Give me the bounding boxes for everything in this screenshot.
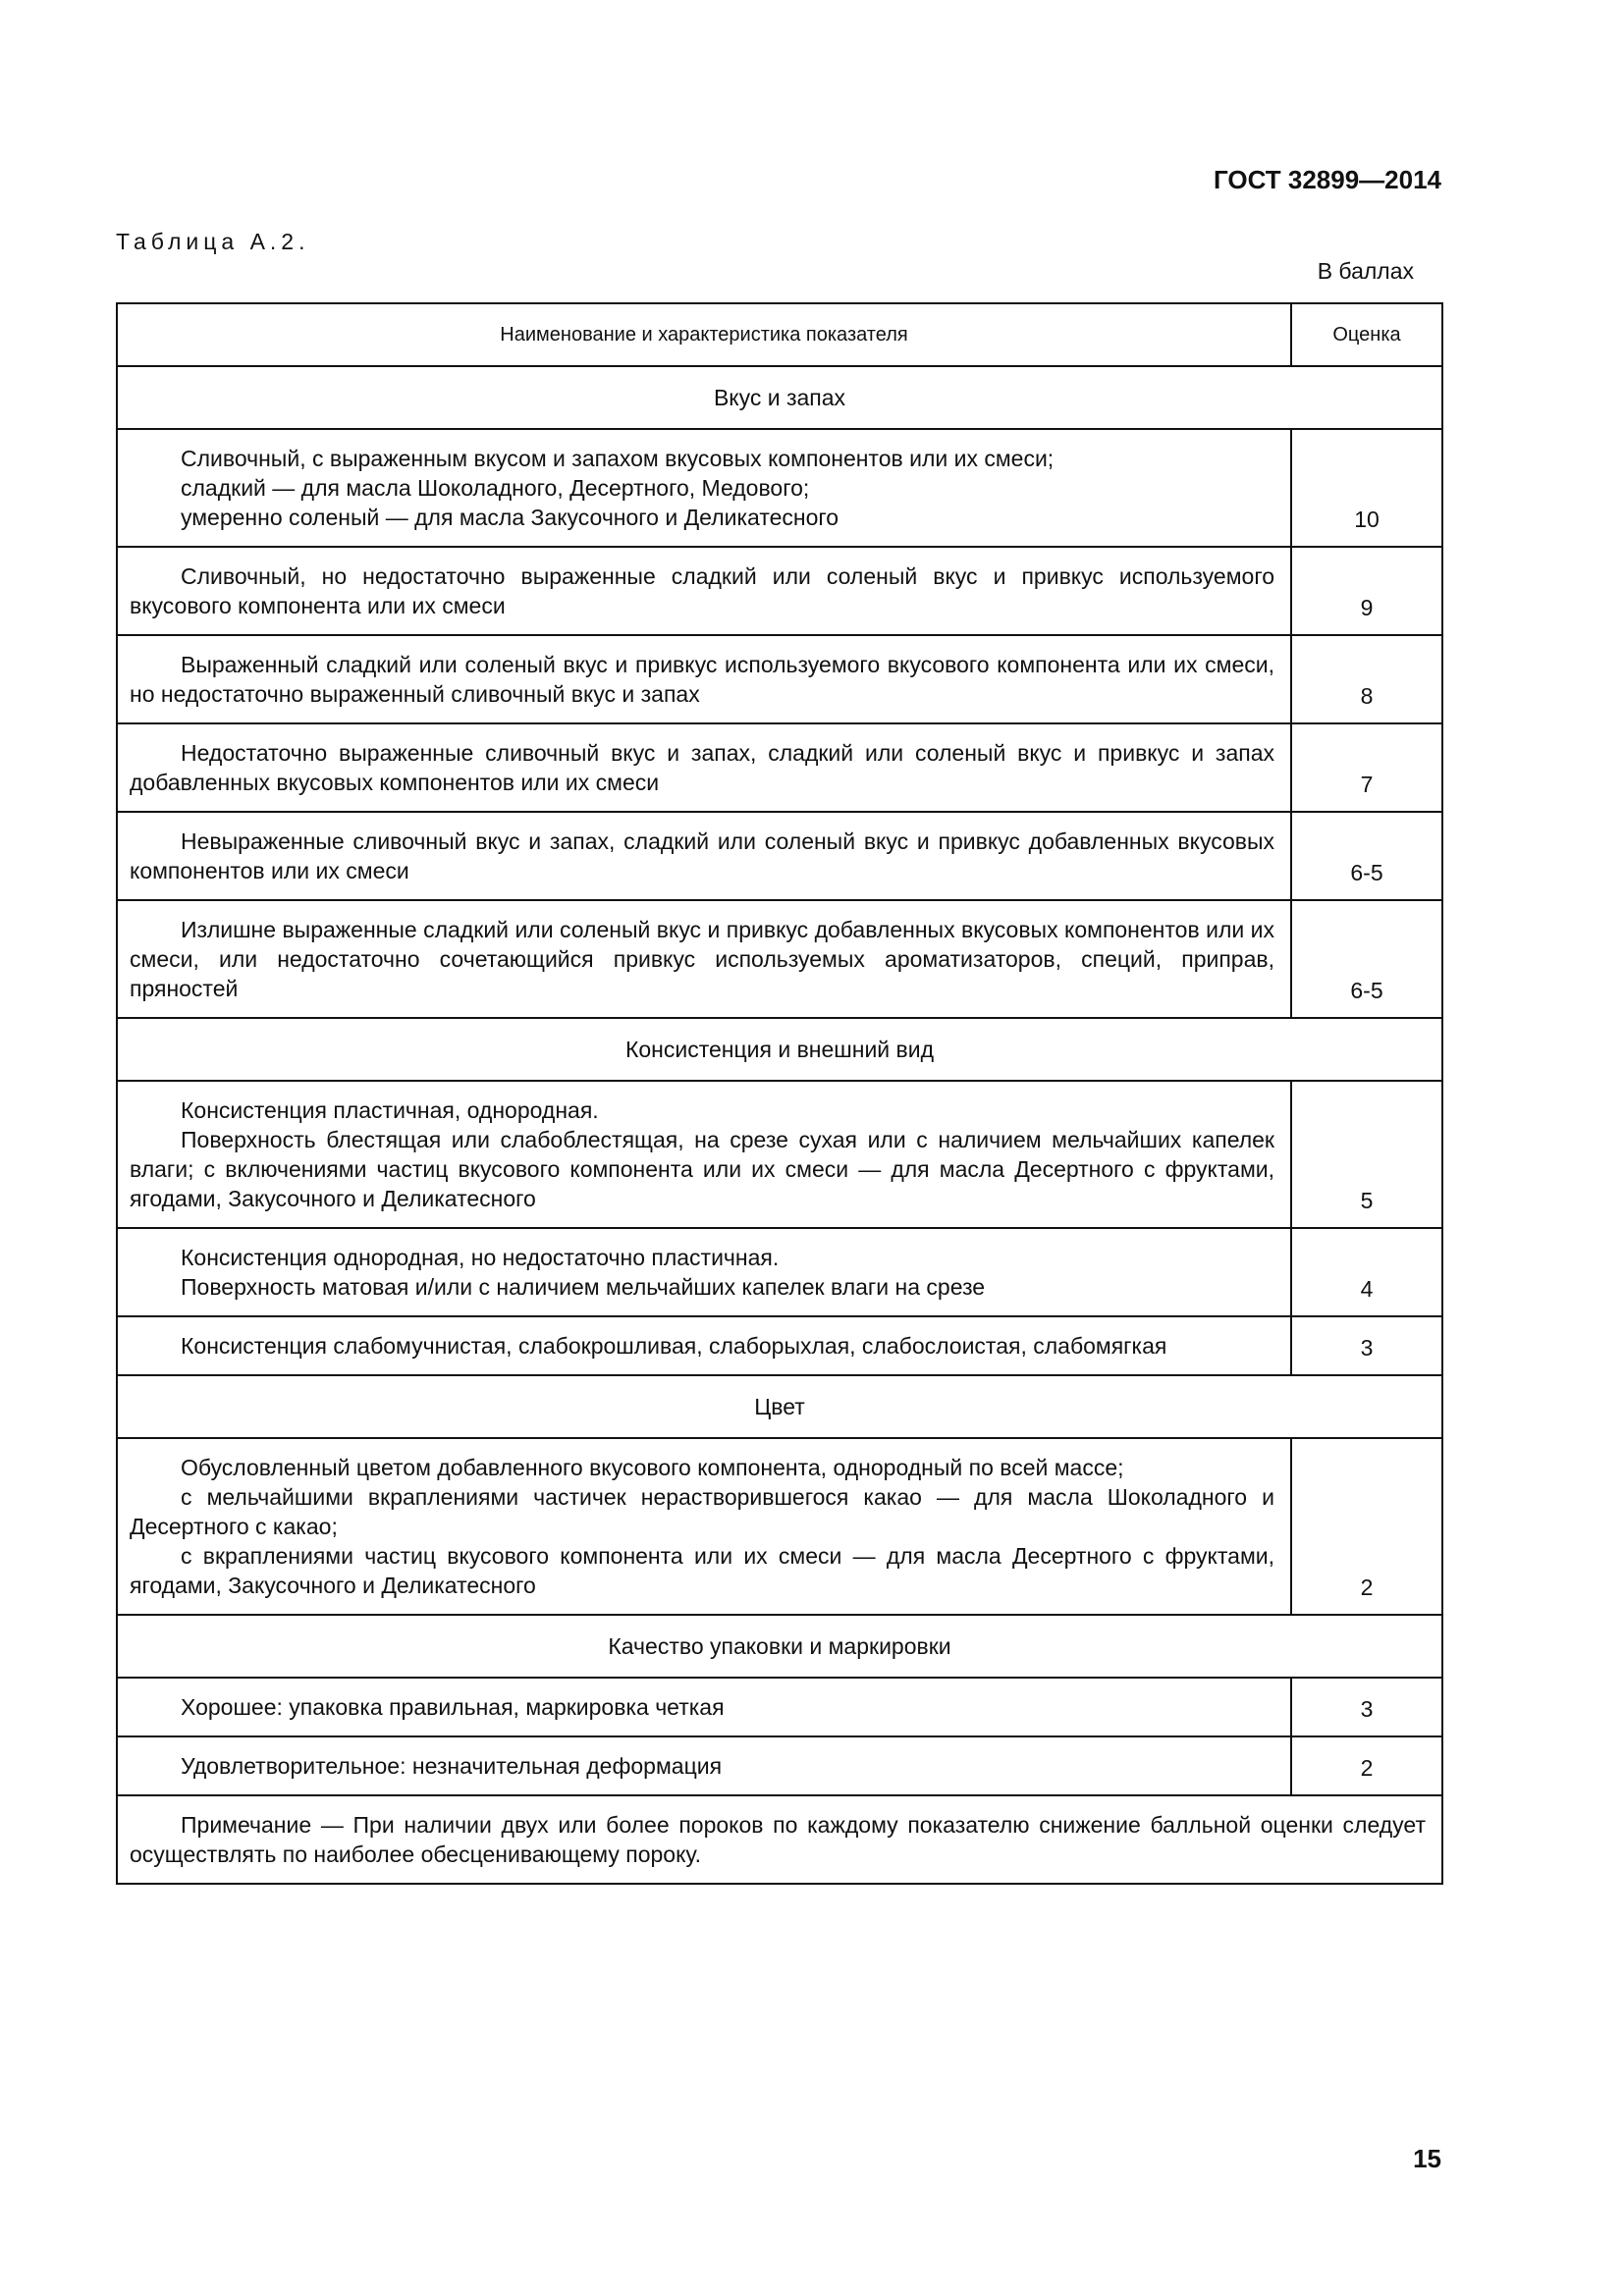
indicator-description: [117, 1228, 1291, 1316]
indicator-description: [117, 1316, 1291, 1375]
section-title: Консистенция и внешний вид: [117, 1018, 1442, 1081]
table-row: [117, 1228, 1442, 1316]
description-line: Удовлетворительное: незначительная деформация: [181, 1753, 723, 1779]
score-cell: 6-5: [1291, 812, 1442, 900]
table-row: [117, 1081, 1442, 1228]
score-cell: 6-5: [1291, 900, 1442, 1018]
score-cell: 3: [1291, 1678, 1442, 1736]
indicator-description: [117, 547, 1291, 635]
indicator-description: [117, 635, 1291, 723]
description-line: Сливочный, но недостаточно выраженные сладкий или соленый вкус и привкус используемого вкусового компонента или их смеси: [130, 563, 1274, 618]
description-line: Выраженный сладкий или соленый вкус и привкус используемого вкусового компонента или их смеси, но недостаточно выраженный сливочный вкус и запах: [130, 652, 1274, 707]
section-header-row: [117, 1615, 1442, 1678]
description-line: сладкий — для масла Шоколадного, Десертного, Медового;: [181, 475, 810, 501]
indicator-description: [117, 1081, 1291, 1228]
description-line: Консистенция однородная, но недостаточно пластичная.: [181, 1245, 780, 1270]
score-cell: 4: [1291, 1228, 1442, 1316]
table-row: [117, 547, 1442, 635]
table-row: [117, 1316, 1442, 1375]
score-cell: 7: [1291, 723, 1442, 812]
table-row: [117, 723, 1442, 812]
section-title: Качество упаковки и маркировки: [117, 1615, 1442, 1678]
table-row: [117, 1736, 1442, 1795]
description-line: Консистенция слабомучнистая, слабокрошливая, слаборыхлая, слабослоистая, слабомягкая: [181, 1333, 1167, 1359]
note-text: Примечание — При наличии двух или более пороков по каждому показателю снижение балльной оценки следует осуществлять по наиболее обесценивающему пороку.: [130, 1812, 1426, 1867]
description-line: Обусловленный цветом добавленного вкусового компонента, однородный по всей массе;: [181, 1455, 1124, 1480]
scoring-table: [116, 302, 1443, 1885]
note-row: [117, 1795, 1442, 1884]
column-header-score: Оценка: [1291, 303, 1442, 366]
description-line: с мельчайшими вкраплениями частичек нерастворившегося какао — для масла Шоколадного и Десертного с какао;: [130, 1484, 1274, 1539]
score-cell: 5: [1291, 1081, 1442, 1228]
description-line: Недостаточно выраженные сливочный вкус и запах, сладкий или соленый вкус и привкус и запах добавленных вкусовых компонентов или их смеси: [130, 740, 1274, 795]
table-row: [117, 900, 1442, 1018]
section-header-row: [117, 366, 1442, 429]
table-title: Таблица А.2.: [116, 229, 310, 254]
score-cell: 8: [1291, 635, 1442, 723]
units-label: В баллах: [1317, 258, 1414, 284]
description-line: Излишне выраженные сладкий или соленый вкус и привкус добавленных вкусовых компонентов или их смеси, или недостаточно сочетающийся привкус используемых ароматизаторов, специй, приправ, пряностей: [130, 917, 1274, 1001]
page-number: 15: [1413, 2144, 1441, 2173]
section-title: Цвет: [117, 1375, 1442, 1438]
description-line: Поверхность блестящая или слабоблестящая, на срезе сухая или с наличием мельчайших капелек влаги; с включениями частиц вкусового компонента или их смеси — для масла Десертного с фруктами, ягодами, Закусочного и Деликатесного: [130, 1127, 1274, 1211]
table-row: [117, 1438, 1442, 1615]
indicator-description: [117, 1678, 1291, 1736]
description-line: умеренно соленый — для масла Закусочного и Деликатесного: [181, 505, 839, 530]
indicator-description: [117, 812, 1291, 900]
table-row: [117, 635, 1442, 723]
score-cell: 9: [1291, 547, 1442, 635]
description-line: Консистенция пластичная, однородная.: [181, 1097, 599, 1123]
indicator-description: [117, 723, 1291, 812]
section-title: Вкус и запах: [117, 366, 1442, 429]
score-cell: 10: [1291, 429, 1442, 547]
score-cell: 3: [1291, 1316, 1442, 1375]
score-cell: 2: [1291, 1438, 1442, 1615]
indicator-description: [117, 1736, 1291, 1795]
description-line: Поверхность матовая и/или с наличием мельчайших капелек влаги на срезе: [181, 1274, 986, 1300]
indicator-description: [117, 1438, 1291, 1615]
section-header-row: [117, 1375, 1442, 1438]
table-header-row: [117, 303, 1442, 366]
description-line: с вкраплениями частиц вкусового компонента или их смеси — для масла Десертного с фруктами, ягодами, Закусочного и Деликатесного: [130, 1543, 1274, 1598]
description-line: Хорошее: упаковка правильная, маркировка четкая: [181, 1694, 725, 1720]
score-cell: 2: [1291, 1736, 1442, 1795]
indicator-description: [117, 429, 1291, 547]
description-line: Невыраженные сливочный вкус и запах, сладкий или соленый вкус и привкус добавленных вкусовых компонентов или их смеси: [130, 828, 1274, 883]
column-header-name: Наименование и характеристика показателя: [117, 303, 1291, 366]
table-row: [117, 812, 1442, 900]
table-row: [117, 429, 1442, 547]
standard-designation: ГОСТ 32899—2014: [1214, 165, 1441, 194]
indicator-description: [117, 900, 1291, 1018]
table-note: [117, 1795, 1442, 1884]
description-line: Сливочный, с выраженным вкусом и запахом вкусовых компонентов или их смеси;: [181, 446, 1055, 471]
section-header-row: [117, 1018, 1442, 1081]
table-row: [117, 1678, 1442, 1736]
